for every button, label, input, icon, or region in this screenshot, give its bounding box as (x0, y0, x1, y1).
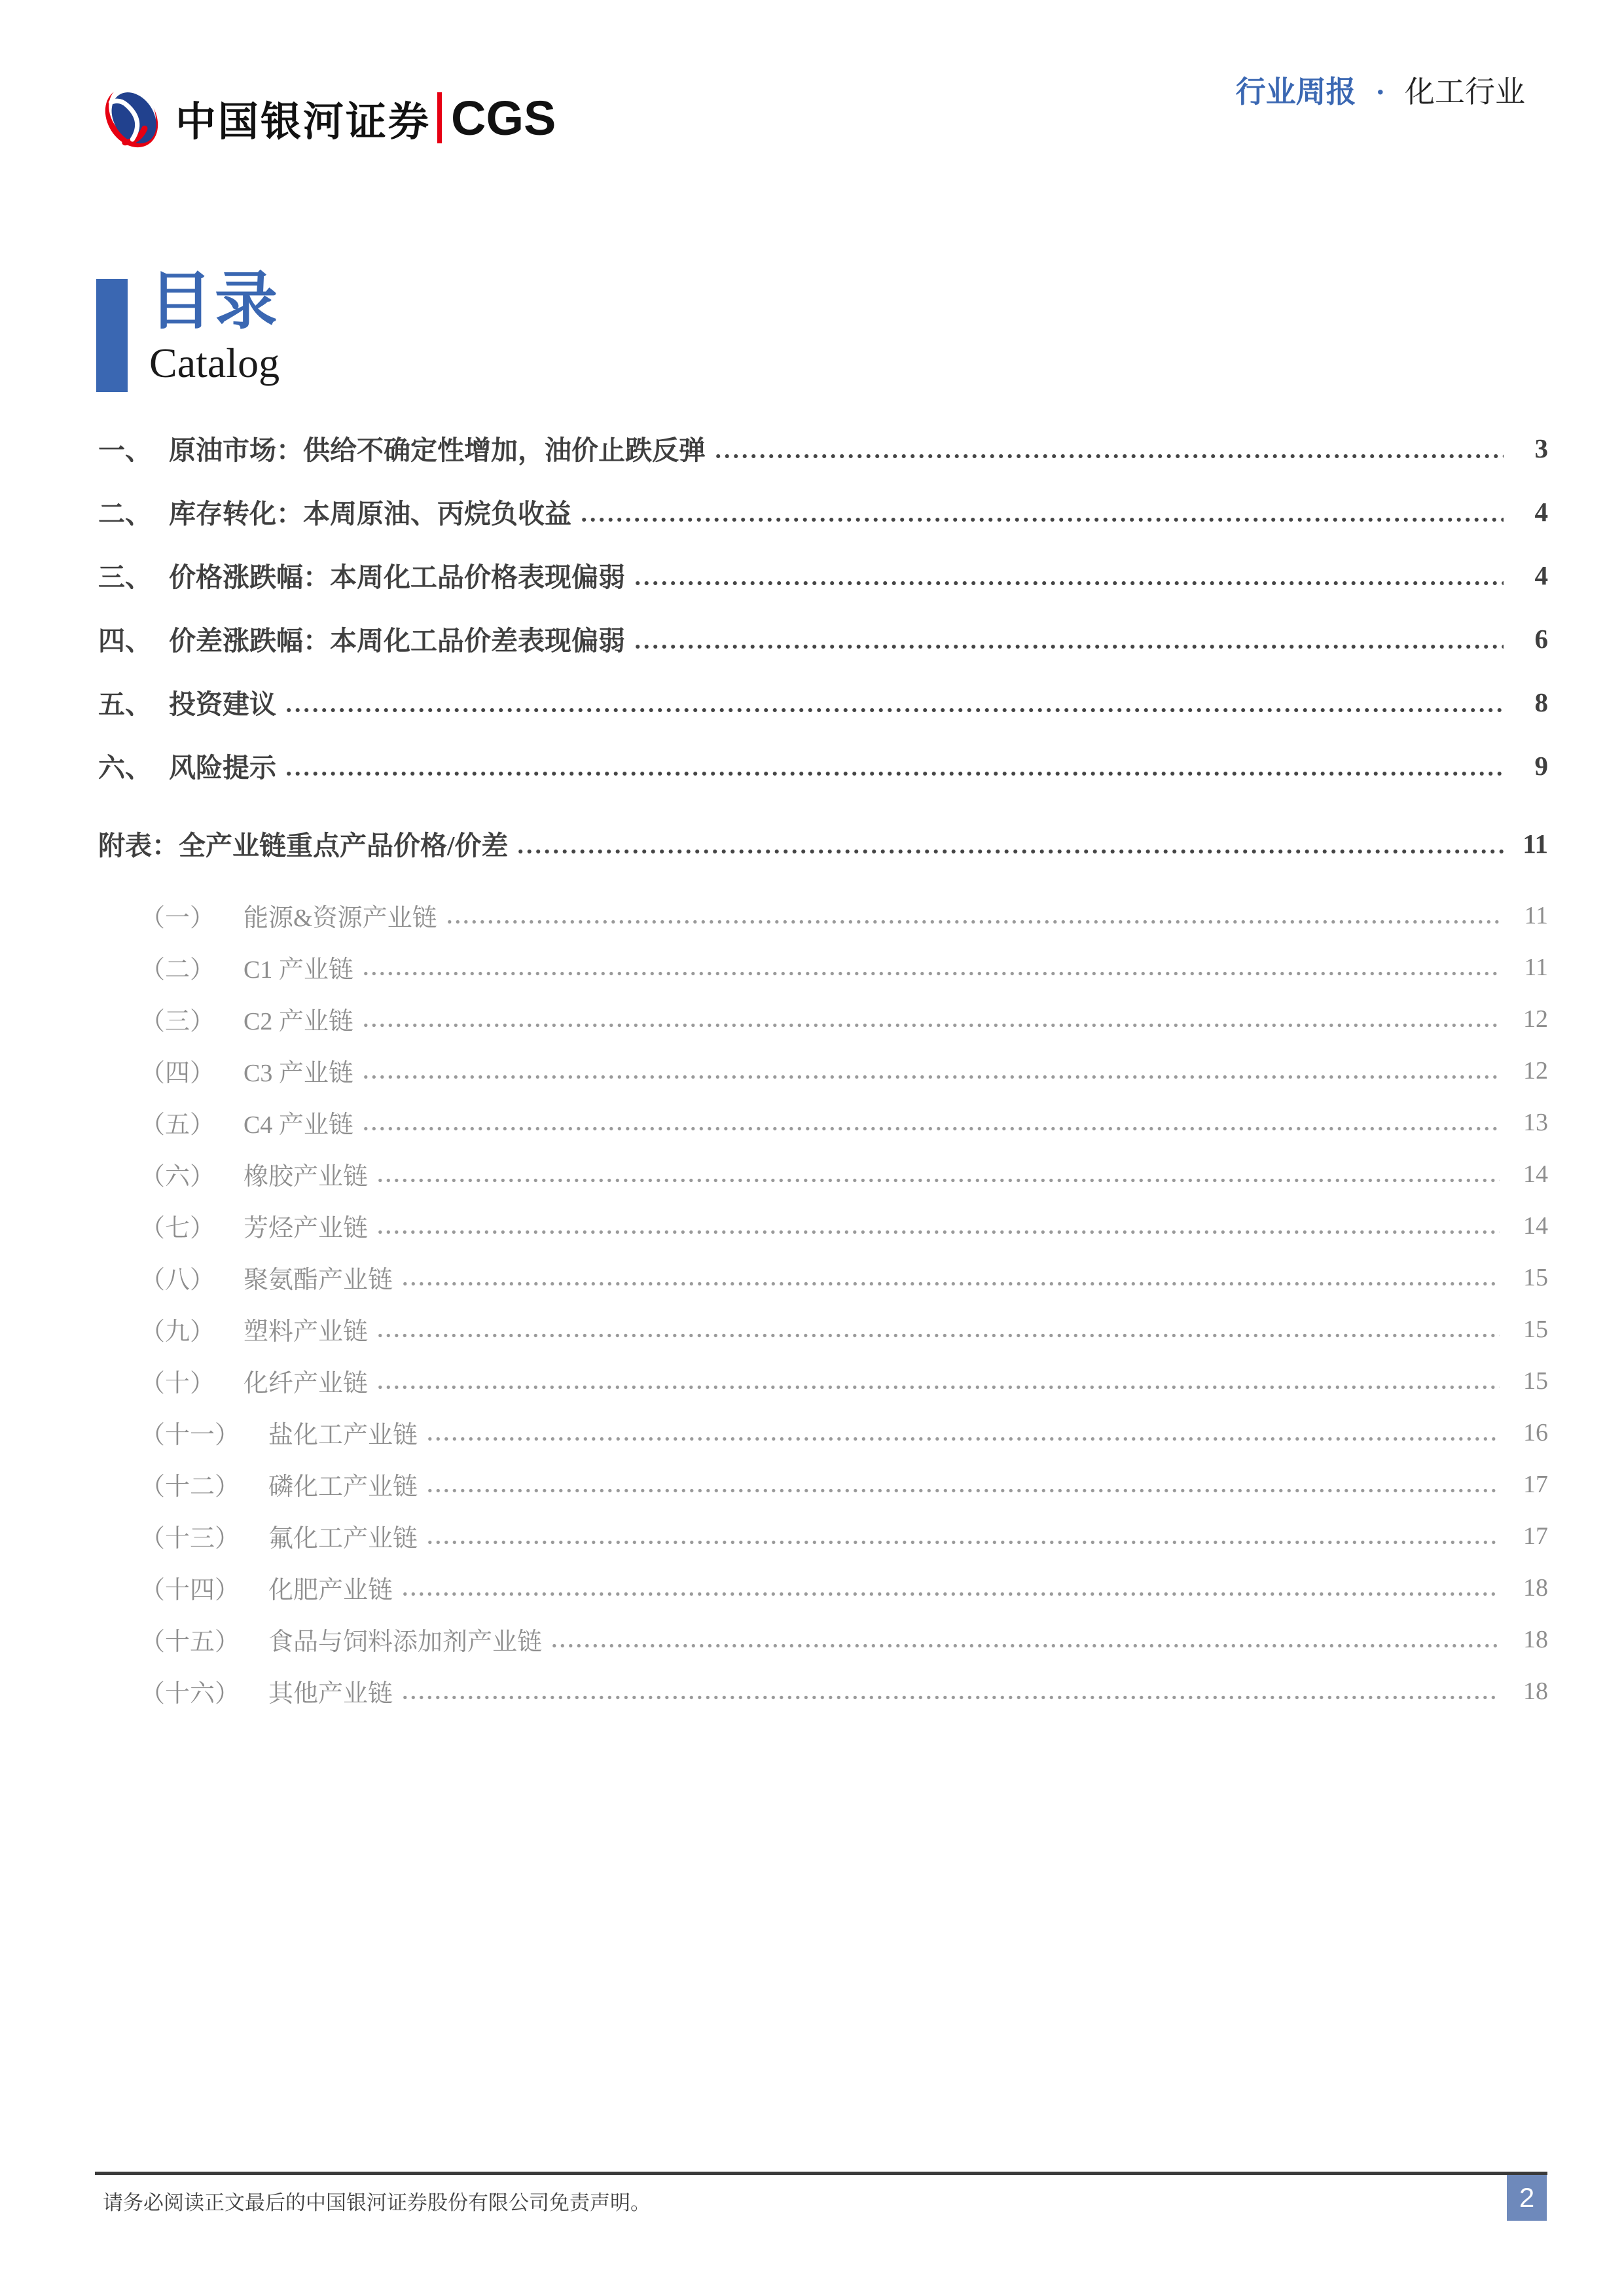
toc-subitem-page: 17 (1523, 1470, 1548, 1498)
dotted-leader (428, 1437, 1500, 1442)
toc-main-list (98, 416, 1548, 875)
toc-item-number: 四、 (98, 626, 152, 656)
toc-item[interactable] (98, 416, 1548, 480)
toc-subitem-number: （七） (140, 1215, 215, 1242)
toc-subitem-number: （四） (140, 1060, 215, 1087)
toc-subitem[interactable] (98, 941, 1548, 993)
toc-item-label: 价差涨跌幅：本周化工品价差表现偏弱 (169, 626, 625, 656)
toc-subitem-number: （九） (140, 1318, 215, 1346)
toc-item-page: 9 (1534, 750, 1548, 781)
dotted-leader (364, 971, 1500, 977)
toc-subitem[interactable] (98, 1562, 1548, 1613)
toc-item-page: 6 (1534, 623, 1548, 654)
toc-subitem-page: 16 (1523, 1418, 1548, 1446)
toc-item-number: 一、 (98, 435, 152, 465)
dotted-leader (518, 849, 1504, 854)
toc-subitem-label: 化肥产业链 (268, 1577, 393, 1604)
toc-subitem-page: 18 (1523, 1573, 1548, 1602)
toc-subitem-number: （十一） (140, 1422, 240, 1449)
toc-subitem-label: 橡胶产业链 (244, 1163, 369, 1191)
brand-name-en: CGS (451, 90, 556, 145)
toc-subitem-number: （二） (140, 956, 215, 984)
toc-item[interactable] (98, 670, 1548, 734)
toc-subitem-number: （三） (140, 1008, 215, 1035)
toc-subitem[interactable] (98, 993, 1548, 1045)
toc-subitem-label: 聚氨酯产业链 (244, 1266, 393, 1294)
toc-item-number: 五、 (98, 689, 152, 719)
dotted-leader (378, 1230, 1500, 1235)
toc-subitem[interactable] (98, 889, 1548, 941)
toc-subitem-number: （十四） (140, 1577, 240, 1604)
dotted-leader (378, 1178, 1500, 1183)
toc-subitem-number: （十二） (140, 1473, 240, 1501)
toc-subitem[interactable] (98, 1613, 1548, 1665)
report-type-header (1236, 68, 1525, 111)
toc-subitem-number: （十三） (140, 1525, 240, 1552)
toc-subitem-label: 磷化工产业链 (268, 1473, 418, 1501)
toc-subitem[interactable] (98, 1303, 1548, 1355)
toc-subitem[interactable] (98, 1665, 1548, 1717)
toc-subitem-page: 12 (1523, 1005, 1548, 1033)
toc-item-number: 六、 (98, 753, 152, 783)
toc-subitem[interactable] (98, 1200, 1548, 1251)
toc-subitem-label: 盐化工产业链 (268, 1422, 418, 1449)
toc-subitem-label: 氟化工产业链 (268, 1525, 418, 1552)
dotted-leader (287, 771, 1504, 776)
dotted-leader (582, 517, 1504, 522)
table-of-contents (98, 416, 1548, 1717)
toc-subitem-page: 15 (1523, 1367, 1548, 1395)
dotted-leader (403, 1282, 1500, 1287)
page-number-badge (1507, 2175, 1547, 2221)
toc-subitem-label: C4 产业链 (244, 1111, 353, 1139)
dotted-leader (287, 708, 1504, 713)
dotted-leader (636, 581, 1504, 586)
dotted-leader (552, 1643, 1500, 1649)
toc-item[interactable] (98, 734, 1548, 797)
toc-item-label: 价格涨跌幅：本周化工品价格表现偏弱 (169, 562, 625, 592)
toc-subitem[interactable] (98, 1355, 1548, 1407)
accent-bar (96, 279, 128, 392)
toc-subitem-label: 塑料产业链 (244, 1318, 369, 1346)
toc-subitem-page: 11 (1524, 901, 1548, 929)
toc-subitem[interactable] (98, 1096, 1548, 1148)
toc-subitem[interactable] (98, 1148, 1548, 1200)
toc-subitem-label: C1 产业链 (244, 956, 353, 984)
toc-subitem-page: 12 (1523, 1056, 1548, 1085)
report-type-label: 行业周报 (1235, 75, 1356, 109)
dotted-leader (378, 1333, 1500, 1338)
page-number: 2 (1519, 2182, 1535, 2213)
dotted-leader (364, 1126, 1500, 1132)
toc-subitem-label: 能源&资源产业链 (244, 905, 437, 932)
footer-disclaimer: 请务必阅读正文最后的中国银河证券股份有限公司免责声明。 (103, 2191, 651, 2214)
dotted-leader (364, 1075, 1500, 1080)
toc-item-page: 8 (1534, 687, 1548, 717)
dotted-leader (378, 1385, 1500, 1390)
dotted-leader (716, 454, 1504, 459)
dotted-leader (448, 920, 1500, 925)
toc-subitem-page: 15 (1523, 1263, 1548, 1291)
dotted-leader (364, 1023, 1500, 1028)
toc-subitem-page: 18 (1523, 1625, 1548, 1653)
industry-label: 化工行业 (1405, 75, 1525, 109)
header-separator-dot: · (1375, 75, 1386, 109)
toc-subitem-label: C3 产业链 (244, 1060, 353, 1087)
toc-subitem-page: 11 (1524, 953, 1548, 981)
toc-item-number: 三、 (98, 562, 152, 592)
logo-separator (437, 92, 442, 143)
toc-item-page: 4 (1534, 496, 1548, 527)
toc-subitem[interactable] (98, 1407, 1548, 1458)
toc-item-label: 附表：全产业链重点产品价格/价差 (98, 831, 509, 861)
toc-item-page: 3 (1534, 433, 1548, 463)
toc-subitem-label: 芳烃产业链 (244, 1215, 369, 1242)
toc-item-page: 11 (1523, 828, 1548, 859)
toc-subitem[interactable] (98, 1458, 1548, 1510)
toc-subitem-label: C2 产业链 (244, 1008, 353, 1035)
toc-item[interactable] (98, 812, 1548, 875)
toc-item[interactable] (98, 480, 1548, 543)
toc-item-page: 4 (1534, 560, 1548, 590)
toc-subitem[interactable] (98, 1510, 1548, 1562)
dotted-leader (428, 1540, 1500, 1545)
toc-item-number: 二、 (98, 499, 152, 529)
toc-item[interactable] (98, 607, 1548, 670)
dotted-leader (428, 1488, 1500, 1494)
dotted-leader (403, 1695, 1500, 1700)
toc-subitem-label: 化纤产业链 (244, 1370, 369, 1397)
toc-subitem-number: （八） (140, 1266, 215, 1294)
toc-title: 目录 (149, 266, 280, 336)
toc-subitem-page: 13 (1523, 1108, 1548, 1136)
toc-item-label: 投资建议 (169, 689, 276, 719)
toc-subitem-number: （十五） (140, 1628, 240, 1656)
toc-subitem-page: 14 (1523, 1211, 1548, 1240)
toc-subitem-number: （六） (140, 1163, 215, 1191)
toc-subitem-label: 其他产业链 (268, 1680, 393, 1708)
dotted-leader (636, 644, 1504, 649)
toc-subitem-number: （十六） (140, 1680, 240, 1708)
toc-subitem-page: 15 (1523, 1315, 1548, 1343)
toc-item[interactable] (98, 543, 1548, 607)
toc-subitem-page: 14 (1523, 1160, 1548, 1188)
brand-name-cn: 中国银河证券 (175, 99, 431, 145)
toc-item-label: 原油市场：供给不确定性增加，油价止跌反弹 (169, 435, 706, 465)
toc-subitem[interactable] (98, 1045, 1548, 1096)
toc-subitem-page: 18 (1523, 1677, 1548, 1705)
dotted-leader (403, 1592, 1500, 1597)
toc-subtitle: Catalog (149, 340, 280, 386)
toc-subitem-number: （五） (140, 1111, 215, 1139)
toc-item-label: 风险提示 (169, 753, 276, 783)
galaxy-swirl-icon (98, 84, 165, 151)
toc-sub-list (98, 889, 1548, 1717)
toc-subitem[interactable] (98, 1251, 1548, 1303)
toc-subitem-page: 17 (1523, 1522, 1548, 1550)
toc-item-label: 库存转化：本周原油、丙烷负收益 (169, 499, 571, 529)
toc-subitem-number: （一） (140, 905, 215, 932)
toc-subitem-label: 食品与饲料添加剂产业链 (268, 1628, 543, 1656)
brand-logo (98, 84, 556, 152)
footer-divider (95, 2172, 1547, 2175)
toc-subitem-number: （十） (140, 1370, 215, 1397)
